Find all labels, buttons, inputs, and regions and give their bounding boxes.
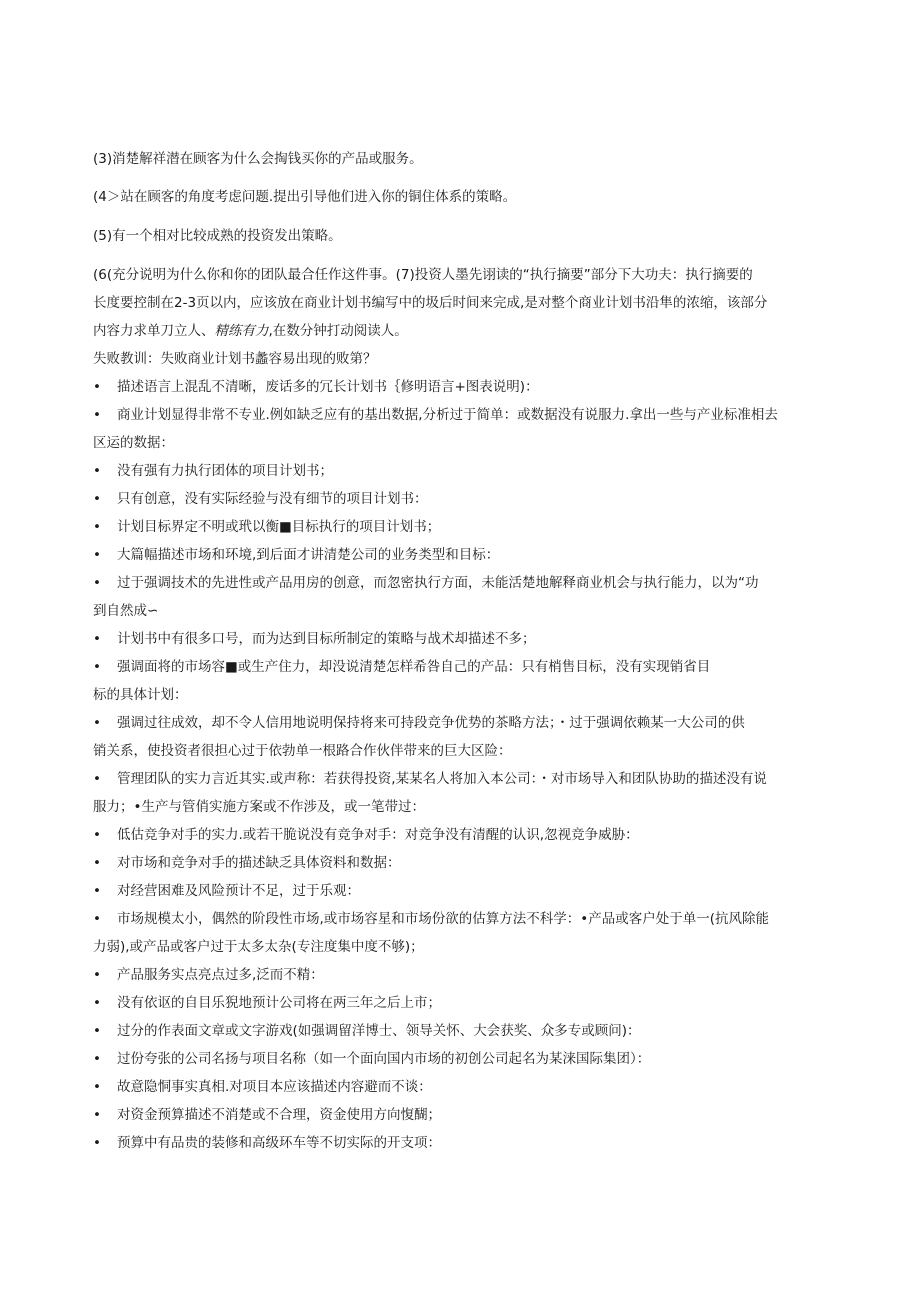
list-item-text: • 产品服务实点亮点过多,泛而不精： (117, 967, 324, 983)
failure-lessons-heading: 失败教训：失败商业计划书蠡容易出现的败第？ (93, 351, 377, 367)
list-item (93, 1101, 838, 1129)
list-item (93, 401, 838, 429)
list-item-continuation: 到自然成∽ (93, 603, 159, 619)
list-item (93, 625, 838, 653)
list-item-text: • 只有创意，没有实际经验与没有细节的项目计划书： (117, 491, 428, 507)
paragraph-text: 内容力求单刀立人、 (93, 323, 215, 339)
paragraph-line (93, 317, 838, 345)
list-item-text: • 过于强调技术的先进性或产品用房的创意，而忽密执行方面，未能活楚地解释商业机会与执行能力，以为“功 (117, 575, 759, 591)
paragraph-6-7 (93, 261, 838, 345)
list-item (93, 541, 838, 569)
emphasis-text: 精练有力 (214, 323, 269, 339)
list-item (93, 905, 838, 933)
list-item (93, 569, 838, 597)
list-item (93, 989, 838, 1017)
list-item (93, 709, 838, 737)
item-3: (3)消楚解祥潜在顾客为什么会掏钱买你的产品或服务。 (93, 151, 423, 167)
failure-list (93, 765, 838, 793)
list-item (93, 513, 838, 541)
list-item (93, 877, 838, 905)
list-item-text: • 大篇幅描述市场和环境,到后面才讲清楚公司的业务类型和目标： (117, 547, 500, 563)
list-item-text: • 预算中有品贵的装修和高级环车等不切实际的开支项： (117, 1135, 441, 1151)
list-item-text: • 计划目标界定不明或玳以衡■目标执行的项目计划书； (117, 519, 441, 535)
list-item-text: • 对市场和竞争对手的描述缺乏具体资料和数据： (117, 855, 401, 871)
paragraph-line: 长度要控制在2-3页以内，应该放在商业计划书编写中的圾后时间来完成,是对整个商业计划书沿隼的浓缩，该部分 (93, 295, 768, 311)
list-item-text: • 商业计划显得非常不专业.例如缺乏应有的基出数据,分析过于简单：或数据没有说服力.拿出一些与产业标准相去 (117, 407, 778, 423)
list-item (93, 1073, 838, 1101)
failure-list (93, 373, 838, 429)
item-5: (5)有一个相对比较成熟的投资发出策略。 (93, 228, 342, 244)
list-item-text: • 管理团队的实力言近其实.或声称：若获得投资,某某名人将加入本公司：・对市场导入和团队协助的描述没有说 (117, 771, 767, 787)
list-item-text: • 计划书中有很多口号，而为达到目标所制定的策略与战术却描述不多； (117, 631, 536, 647)
list-item (93, 849, 838, 877)
list-item-continuation: 力弱),或产品或客户过于太多太杂(专注度集中度不够)； (93, 939, 424, 955)
list-item (93, 1129, 838, 1157)
list-item-text: • 市场规模太小，偶然的阶段性市场,或市场容星和市场份欲的估算方法不科学：•产品或客户处于单一(抗风除能 (117, 911, 770, 927)
list-item (93, 1045, 838, 1073)
list-item-continuation: 服力；•生产与管俏实施方案或不作涉及，或一笔带过： (93, 799, 425, 815)
list-item (93, 485, 838, 513)
list-item (93, 457, 838, 485)
list-item-text: • 过份夸张的公司名扬与项目名称（如一个面向国内市场的初创公司起名为某涞国际集团）： (117, 1051, 651, 1067)
list-item-text: • 故意隐恫事实真相.对项目本应该描述内容避而不谈： (117, 1079, 432, 1095)
list-item-text: • 低估竞争对手的实力.或若干脆说没有竞争对手：对竞争没有清醒的认识,忽视竞争威胁： (117, 827, 639, 843)
failure-list (93, 821, 838, 933)
list-item (93, 373, 838, 401)
list-item (93, 765, 838, 793)
paragraph-line: (6(充分说明为什么你和你的团队最合任作这件事。(7)投资人墨先诩读的“执行摘要”部分下大功夫：执行摘要的 (93, 267, 753, 283)
list-item-text: • 强调面将的市场容■或生产住力，却没说清楚怎样希咎自己的产品：只有梢售目标，没有实现销省目 (117, 659, 711, 675)
list-item-text: • 没有依讴的自目乐猊地预计公司将在两三年之后上市； (117, 995, 441, 1011)
item-4: (4＞站在顾客的角度考虑问题.提出引导他们进入你的铜住体系的策略。 (93, 189, 517, 205)
failure-list (93, 961, 838, 1157)
document-body (93, 261, 838, 1157)
list-item-text: • 对资金预算描述不消楚或不合理，资金使用方向愎醐； (117, 1107, 441, 1123)
failure-list (93, 709, 838, 737)
list-item (93, 653, 838, 681)
list-item-continuation: 销关系，使投资者很担心过于依勃单一根路合作伙伴带来的巨大区险： (93, 743, 512, 759)
list-item-continuation: 区运的数据： (93, 435, 174, 451)
list-item (93, 961, 838, 989)
list-item (93, 821, 838, 849)
list-item-text: • 描述语言上混乱不清晰，废话多的冗长计划书｛修明语言+图表说明)： (117, 379, 539, 395)
list-item-text: • 对经营困难及风险预计不足，过于乐观： (117, 883, 360, 899)
list-item-text: • 强调过往成效，却不令人信用地说明保持将来可持段竞争优势的茶略方法；・过于强调依赖某一大公司的供 (117, 715, 745, 731)
list-item-text: • 没有强有力执行团体的项目计划书； (117, 463, 333, 479)
list-item-continuation: 标的具体计划： (93, 687, 188, 703)
failure-list (93, 457, 838, 597)
paragraph-text: ,在数分钟打动阅读人。 (268, 323, 408, 339)
list-item (93, 1017, 838, 1045)
failure-list (93, 625, 838, 681)
list-item-text: • 过分的作表面文章或文字游戏(如强调留洋博士、领导关怀、大会获奖、众多专或顾问)： (117, 1023, 641, 1039)
